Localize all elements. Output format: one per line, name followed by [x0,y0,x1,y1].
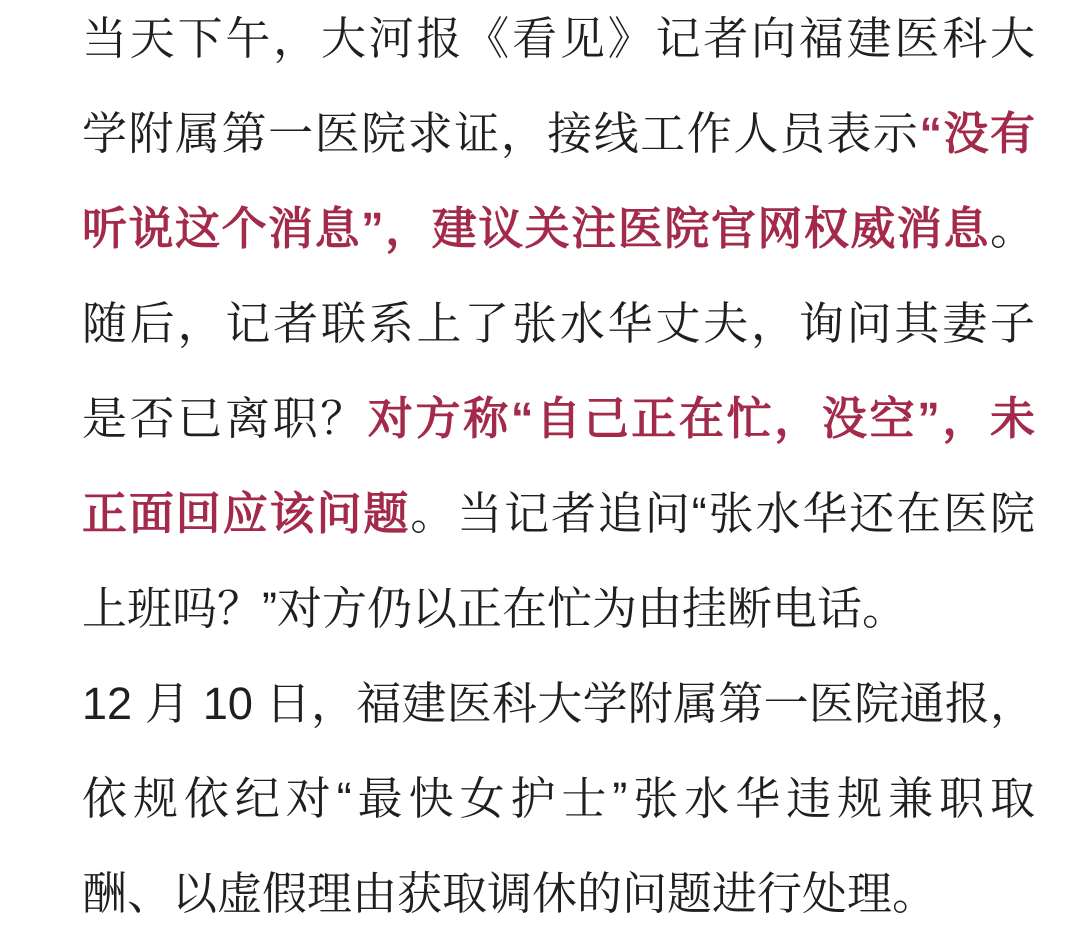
text-line [82,371,1035,466]
text-segment: 依规依纪对“最快女护士”张水华违规兼职取 [82,773,1035,824]
text-segment: 。当记者追问“张水华还在医院 [410,488,1035,539]
text-segment: 学附属第一医院求证，接线工作人员表示 [82,108,920,159]
paragraph-1 [82,0,1035,656]
article-body [82,0,1035,941]
text-segment: 酬、以虚假理由获取调休的问题进行处理。 [82,868,938,919]
highlighted-text-segment: 对方称“自己正在忙，没空”，未 [367,393,1035,444]
text-line [82,466,1035,561]
text-line [82,0,1035,86]
text-segment: 当天下午，大河报《看见》记者向福建医科大 [82,13,1035,64]
text-line [82,656,1035,751]
text-segment: 是否已离职？ [82,393,368,444]
paragraph-2 [82,656,1035,941]
text-line [82,561,1035,656]
highlighted-text-segment: 正面回应该问题 [82,488,411,539]
highlighted-text-segment: “没有 [919,108,1035,159]
text-line [82,846,1035,941]
text-segment: 12 月 10 日，福建医科大学附属第一医院通报， [82,678,1035,729]
text-segment: 随后，记者联系上了张水华丈夫，询问其妻子 [82,298,1035,349]
text-segment: 上班吗？”对方仍以正在忙为由挂断电话。 [82,583,907,634]
text-line [82,86,1035,181]
text-line [82,751,1035,846]
text-line [82,276,1035,371]
text-segment: 。 [989,203,1035,254]
highlighted-text-segment: 听说这个消息”，建议关注医院官网权威消息 [82,203,990,254]
text-line [82,181,1035,276]
